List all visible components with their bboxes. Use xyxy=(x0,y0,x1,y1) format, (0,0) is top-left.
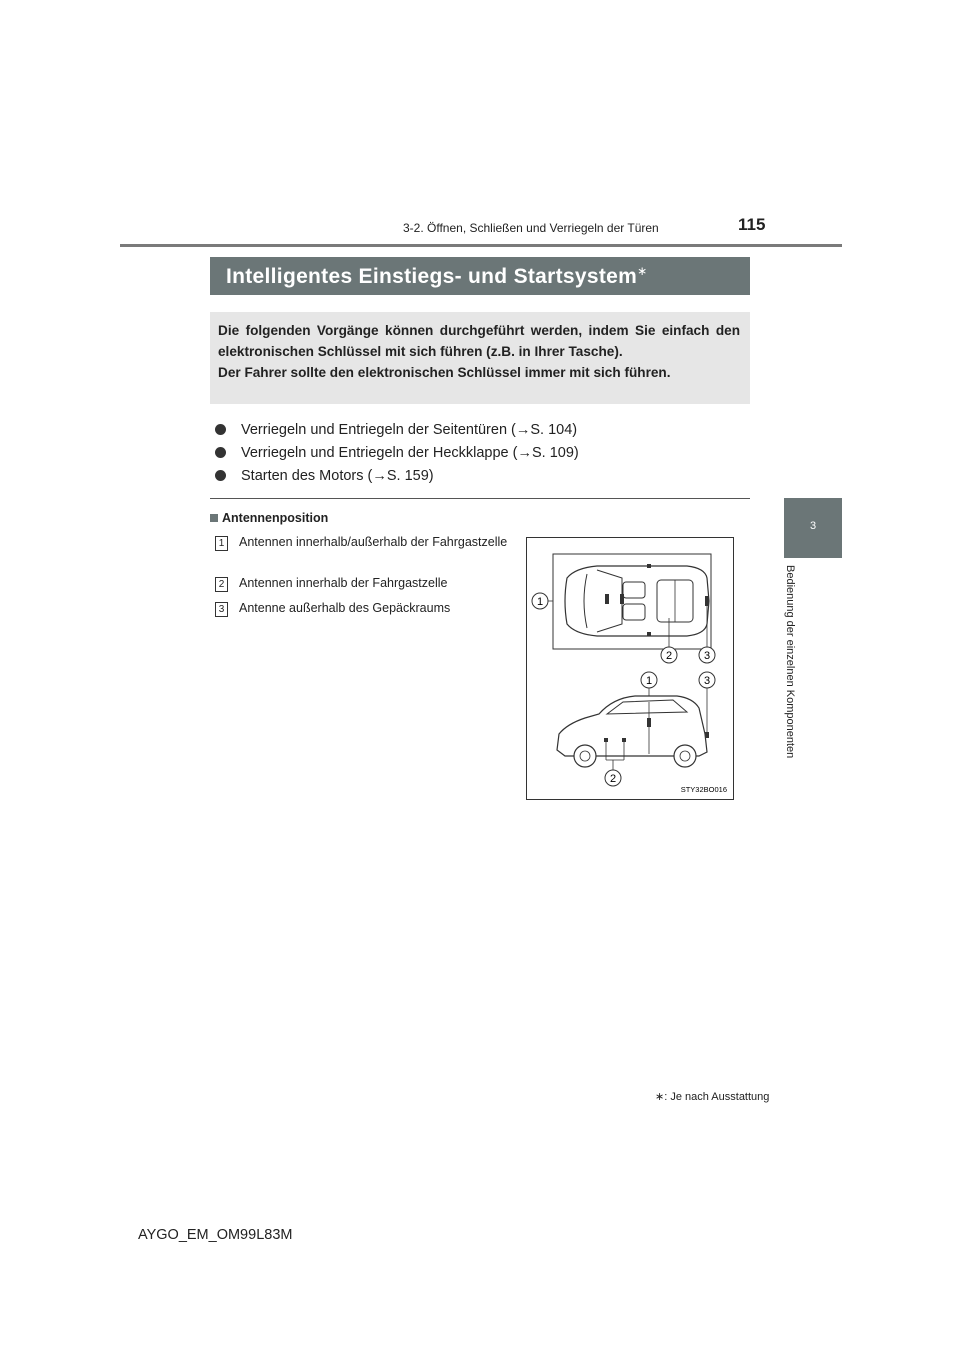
diagram-code: STY32BO016 xyxy=(680,785,727,794)
callout-number: 1 xyxy=(645,675,653,687)
intro-line-1: Die folgenden Vorgänge können durchgeführt werden, indem Sie einfach den elektronischen Schlüssel mit sich führen (z.B. in Ihrer Tasche). xyxy=(218,323,740,359)
antenna-mark xyxy=(647,564,651,568)
footnote-mark: ∗ xyxy=(655,1091,665,1103)
list-item xyxy=(214,418,579,441)
antenna-mark xyxy=(705,596,709,606)
list-item-text: Verriegeln und Entriegeln der Heckklappe (→S. 109) xyxy=(241,444,579,461)
list-item xyxy=(214,441,579,464)
legend-number: 1 xyxy=(215,536,228,551)
legend-text: Antennen innerhalb/außerhalb der Fahrgastzelle xyxy=(239,535,508,549)
legend-text: Antennen innerhalb der Fahrgastzelle xyxy=(239,576,448,590)
bullet-icon xyxy=(215,424,226,435)
section-title xyxy=(226,264,647,289)
legend-number: 2 xyxy=(215,577,228,592)
footnote-text: : Je nach Ausstattung xyxy=(664,1091,770,1103)
subsection-heading xyxy=(210,511,328,525)
intro-line-2: Der Fahrer sollte den elektronischen Schlüssel immer mit sich führen. xyxy=(218,365,671,380)
header-title: 3-2. Öffnen, Schließen und Verriegeln der Türen xyxy=(403,221,659,235)
antenna-mark xyxy=(647,718,651,727)
rear-wheel xyxy=(674,745,696,767)
front-wheel xyxy=(574,745,596,767)
antenna-mark xyxy=(620,594,624,604)
asterisk-mark: ∗ xyxy=(637,264,648,278)
car-antenna-illustration xyxy=(527,538,733,799)
antenna-mark xyxy=(604,738,608,742)
section-title-bar xyxy=(210,257,750,295)
bullet-icon xyxy=(215,447,226,458)
antenna-mark xyxy=(705,732,709,738)
antenna-mark xyxy=(647,632,651,636)
callout-number: 3 xyxy=(703,650,711,662)
intro-text xyxy=(218,320,740,383)
callout-number: 2 xyxy=(609,773,617,785)
chapter-label xyxy=(778,565,818,795)
legend-text: Antenne außerhalb des Gepäckraums xyxy=(239,601,451,615)
legend-number: 3 xyxy=(215,602,228,617)
list-item-text: Starten des Motors (→S. 159) xyxy=(241,467,434,484)
list-item xyxy=(214,464,579,487)
antenna-mark xyxy=(605,594,609,604)
chapter-number: 3 xyxy=(809,520,817,532)
feature-list xyxy=(214,418,579,487)
section-title-text: Intelligentes Einstiegs- und Startsystem xyxy=(226,265,638,288)
subsection-heading-text: Antennenposition xyxy=(222,511,329,525)
callout-number: 3 xyxy=(703,675,711,687)
callout-number: 1 xyxy=(536,596,544,608)
callout-number: 2 xyxy=(665,650,673,662)
chapter-tab xyxy=(784,498,842,558)
antenna-diagram xyxy=(526,537,734,800)
header-divider xyxy=(120,244,842,247)
page-number: 115 xyxy=(738,215,766,234)
intro-box xyxy=(210,312,750,404)
section-divider xyxy=(210,498,750,499)
square-bullet-icon xyxy=(210,514,218,522)
chapter-title: Bedienung der einzelnen Komponenten xyxy=(784,565,796,759)
antenna-mark xyxy=(622,738,626,742)
footnote xyxy=(655,1090,769,1103)
bullet-icon xyxy=(215,470,226,481)
document-code: AYGO_EM_OM99L83M xyxy=(138,1227,293,1243)
list-item-text: Verriegeln und Entriegeln der Seitentüren (→S. 104) xyxy=(241,421,578,438)
